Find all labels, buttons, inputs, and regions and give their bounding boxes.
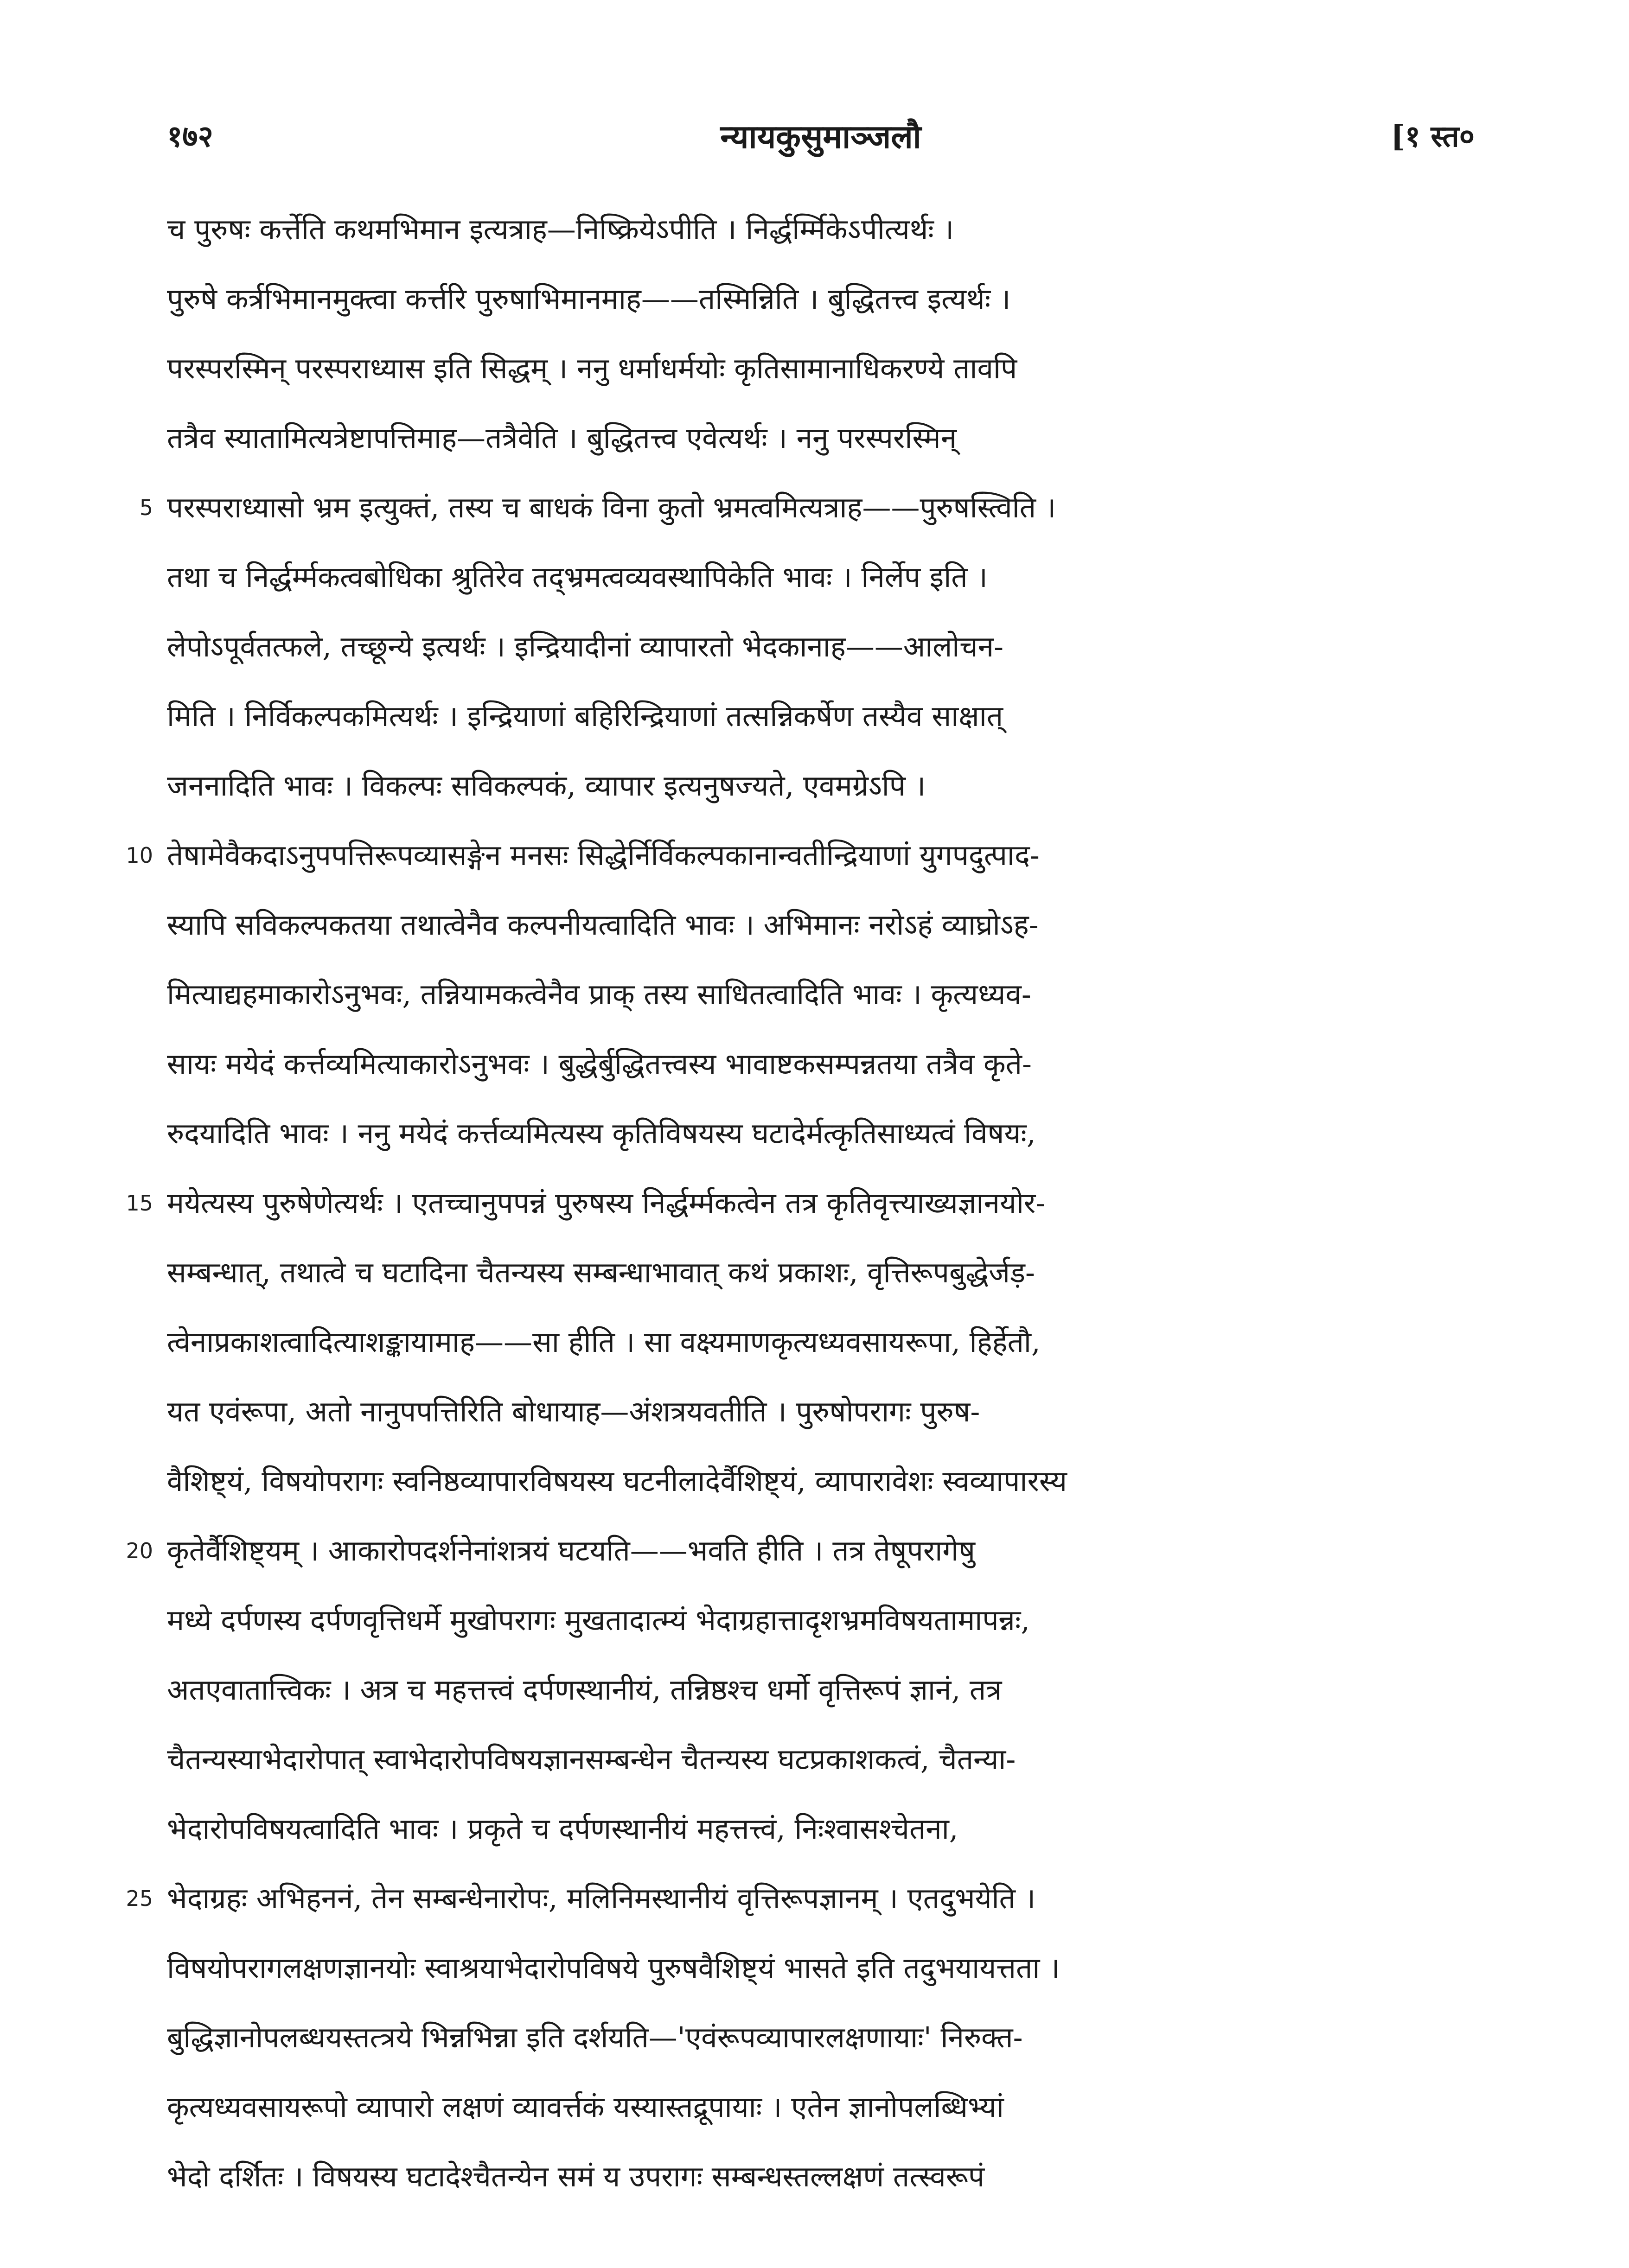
line-text: कृतेर्वैशिष्ट्यम् । आकारोपदर्शनेनांशत्रयं घटयति——भवति हीति । तत्र तेषूपरागेषु xyxy=(167,1534,976,1567)
text-line xyxy=(139,473,1475,542)
text-line xyxy=(167,264,1475,334)
line-text: तेषामेवैकदाऽनुपपत्तिरूपव्यासङ्गेन मनसः सिद्धेर्निर्विकल्पकानान्वतीन्द्रियाणां युगपदुत्पाद- xyxy=(167,838,1040,872)
text-line xyxy=(167,195,1475,264)
line-text: सायः मयेदं कर्त्तव्यमित्याकारोऽनुभवः । बुद्धेर्बुद्धितत्त्वस्य भावाष्टकसम्पन्नतया तत्रैव कृते- xyxy=(167,1047,1032,1081)
line-text: तथा च निर्द्धर्म्मकत्वबोधिका श्रुतिरेव तद्भ्रमत्वव्यवस्थापिकेति भावः । निर्लेप इति । xyxy=(167,560,988,594)
text-line xyxy=(167,334,1475,403)
commentary-text xyxy=(126,195,1475,2211)
line-text: लेपोऽपूर्वतत्फले, तच्छून्ये इत्यर्थः । इन्द्रियादीनां व्यापारतो भेदकानाह——आलोचन- xyxy=(167,630,1004,663)
text-line xyxy=(126,821,1475,890)
line-text: त्वेनाप्रकाशत्वादित्याशङ्कायामाह——सा हीति । सा वक्ष्यमाणकृत्यध्यवसायरूपा, हिर्हेतौ, xyxy=(167,1325,1041,1359)
text-line xyxy=(167,1029,1475,1099)
line-number: 20 xyxy=(126,1538,153,1563)
line-text: चैतन्यस्याभेदारोपात् स्वाभेदारोपविषयज्ञानसम्बन्धेन चैतन्यस्य घटप्रकाशकत्वं, चैतन्या- xyxy=(167,1742,1016,1776)
line-text: कृत्यध्यवसायरूपो व्यापारो लक्षणं व्यावर्त्तकं यस्यास्तद्रूपायाः । एतेन ज्ञानोपलब्धिभ्यां xyxy=(167,2090,1004,2124)
text-line xyxy=(167,682,1475,751)
text-line xyxy=(167,1933,1475,2003)
line-text: वैशिष्ट्यं, विषयोपरागः स्वनिष्ठव्यापारविषयस्य घटनीलादेर्वैशिष्ट्यं, व्यापारावेशः स्वव्यापारस्य xyxy=(167,1464,1067,1498)
text-line xyxy=(167,890,1475,960)
page-number: १७२ xyxy=(167,119,213,154)
line-text: बुद्धिज्ञानोपलब्धयस्तत्त्रये भिन्नभिन्ना इति दर्शयति—'एवंरूपव्यापारलक्षणायाः' निरुक्त- xyxy=(167,2020,1023,2054)
text-line xyxy=(167,2072,1475,2142)
line-number: 5 xyxy=(139,495,153,520)
running-head xyxy=(167,111,1475,162)
line-number: 10 xyxy=(126,843,153,868)
line-text: सम्बन्धात्, तथात्वे च घटादिना चैतन्यस्य सम्बन्धाभावात् कथं प्रकाशः, वृत्तिरूपबुद्धेर्जड़- xyxy=(167,1255,1035,1289)
line-text: विषयोपरागलक्षणज्ञानयोः स्वाश्रयाभेदारोपविषये पुरुषवैशिष्ट्यं भासते इति तदुभयायत्तता । xyxy=(167,1951,1060,1985)
text-line xyxy=(167,1377,1475,1446)
text-line xyxy=(167,403,1475,473)
text-line xyxy=(167,1794,1475,1864)
line-text: मयेत्यस्य पुरुषेणेत्यर्थः । एतच्चानुपपन्नं पुरुषस्य निर्द्धर्म्मकत्वेन तत्र कृतिवृत्त्याख्यज्ञानयोर- xyxy=(167,1186,1046,1220)
text-line xyxy=(167,960,1475,1029)
line-text: रुदयादिति भावः । ननु मयेदं कर्त्तव्यमित्यस्य कृतिविषयस्य घटादेर्मत्कृतिसाध्यत्वं विषयः, xyxy=(167,1116,1036,1150)
text-line xyxy=(167,1655,1475,1725)
text-line xyxy=(126,1516,1475,1586)
section-marker: [१ स्त० xyxy=(1391,119,1475,154)
text-line xyxy=(167,1307,1475,1377)
text-line xyxy=(126,1864,1475,1933)
book-title: न्यायकुसुमाञ्जलौ xyxy=(720,117,921,156)
text-line xyxy=(167,1446,1475,1516)
line-text: भेदो दर्शितः । विषयस्य घटादेश्चैतन्येन समं य उपरागः सम्बन्धस्तल्लक्षणं तत्स्वरूपं xyxy=(167,2160,985,2193)
line-text: जननादिति भावः । विकल्पः सविकल्पकं, व्यापार इत्यनुषज्यते, एवमग्रेऽपि । xyxy=(167,769,926,803)
line-text: भेदारोपविषयत्वादिति भावः । प्रकृते च दर्पणस्थानीयं महत्तत्त्वं, निःश्वासश्चेतना, xyxy=(167,1812,958,1846)
text-line xyxy=(167,751,1475,821)
text-line xyxy=(126,1168,1475,1238)
text-line xyxy=(167,2142,1475,2211)
line-text: मित्याद्यहमाकारोऽनुभवः, तन्नियामकत्वेनैव प्राक् तस्य साधितत्वादिति भावः । कृत्यध्यव- xyxy=(167,977,1031,1011)
line-text: यत एवंरूपा, अतो नानुपपत्तिरिति बोधायाह—अंशत्रयवतीति । पुरुषोपरागः पुरुष- xyxy=(167,1395,980,1428)
line-number: 25 xyxy=(126,1886,153,1911)
line-number: 15 xyxy=(126,1191,153,1216)
line-text: तत्रैव स्यातामित्यत्रेष्टापत्तिमाह—तत्रैवेति । बुद्धितत्त्व एवेत्यर्थः । ननु परस्परस्मिन् xyxy=(167,421,957,455)
text-line xyxy=(167,612,1475,682)
line-text: पुरुषे कर्त्रभिमानमुक्त्वा कर्त्तरि पुरुषाभिमानमाह——तस्मिन्निति । बुद्धितत्त्व इत्यर्थः । xyxy=(167,282,1011,316)
text-line xyxy=(167,1238,1475,1307)
line-text: परस्परस्मिन् परस्पराध्यास इति सिद्धम् । ननु धर्माधर्मयोः कृतिसामानाधिकरण्ये तावपि xyxy=(167,351,1017,385)
line-text: च पुरुषः कर्त्तेति कथमभिमान इत्यत्राह—निष्क्रियेऽपीति । निर्द्धर्म्मिकेऽपीत्यर्थः । xyxy=(167,212,954,246)
line-text: मिति । निर्विकल्पकमित्यर्थः । इन्द्रियाणां बहिरिन्द्रियाणां तत्सन्निकर्षेण तस्यैव साक्षात् xyxy=(167,699,1003,733)
line-text: अतएवातात्त्विकः । अत्र च महत्तत्त्वं दर्पणस्थानीयं, तन्निष्ठश्च धर्मो वृत्तिरूपं ज्ञानं, तत्र xyxy=(167,1673,1002,1707)
line-text: मध्ये दर्पणस्य दर्पणवृत्तिधर्मे मुखोपरागः मुखतादात्म्यं भेदाग्रहात्तादृशभ्रमविषयतामापन्नः, xyxy=(167,1603,1030,1637)
line-text: भेदाग्रहः अभिहननं, तेन सम्बन्धेनारोपः, मलिनिमस्थानीयं वृत्तिरूपज्ञानम् । एतदुभयेति । xyxy=(167,1881,1036,1915)
text-line xyxy=(167,542,1475,612)
text-line xyxy=(167,1725,1475,1794)
text-line xyxy=(167,1099,1475,1168)
text-line xyxy=(167,2003,1475,2072)
line-text: स्यापि सविकल्पकतया तथात्वेनैव कल्पनीयत्वादिति भावः । अभिमानः नरोऽहं व्याघ्रोऽह- xyxy=(167,908,1039,942)
text-line xyxy=(167,1586,1475,1655)
line-text: परस्पराध्यासो भ्रम इत्युक्तं, तस्य च बाधकं विना कुतो भ्रमत्वमित्यत्राह——पुरुषस्त्विति । xyxy=(167,491,1056,524)
